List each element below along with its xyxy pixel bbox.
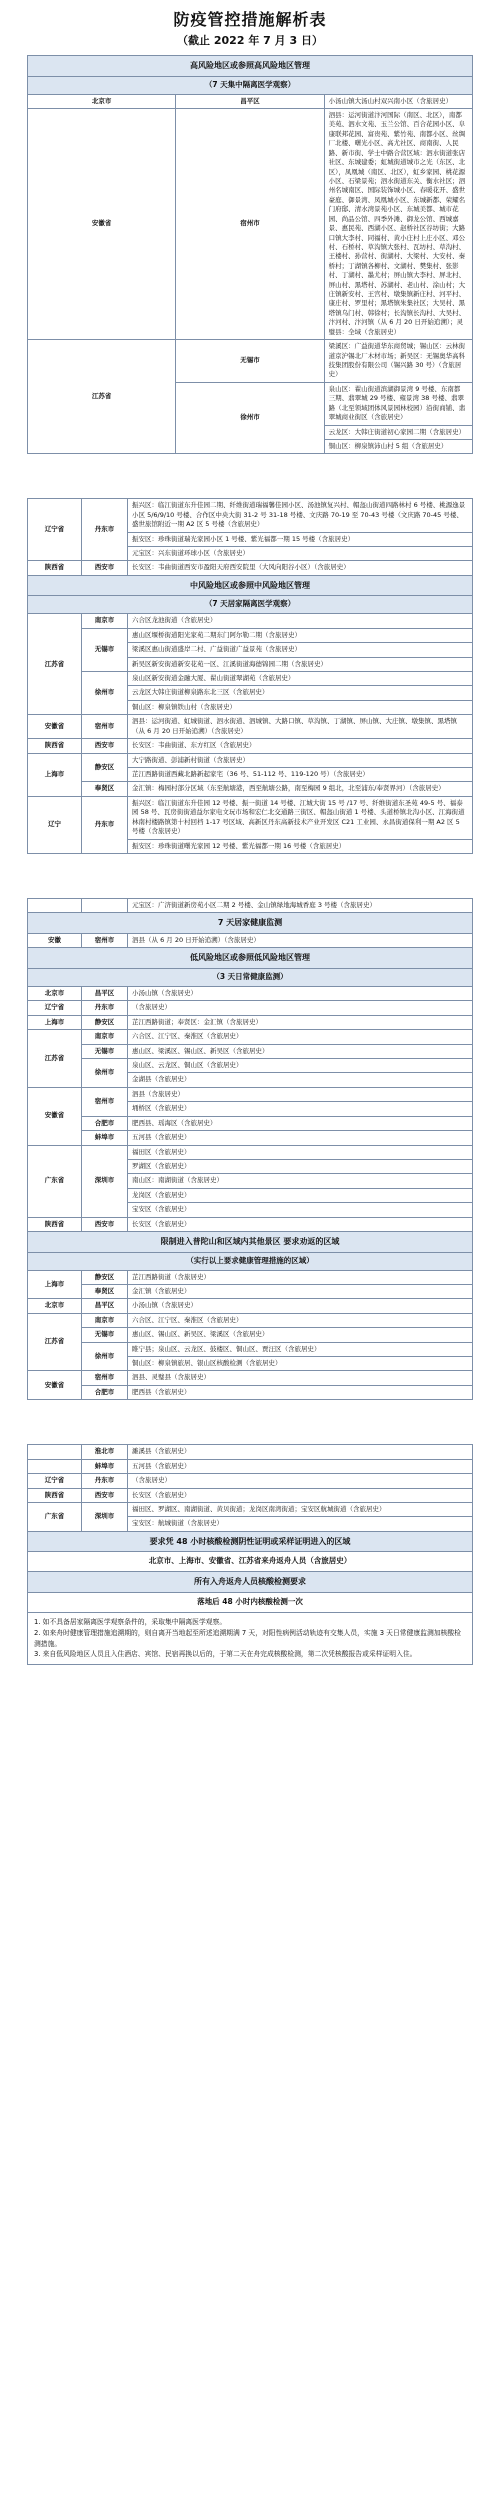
province-cell: 陕西省 xyxy=(28,739,82,753)
doc-title: 防疫管控措施解析表 xyxy=(173,10,327,29)
area-cell: 肥西县（含旅居史） xyxy=(128,1385,473,1399)
area-cell: 埇桥区（含旅居史） xyxy=(128,1102,473,1116)
area-cell: 福田区（含旅居史） xyxy=(128,1145,473,1159)
area-cell: 肥西县、瑶海区（含旅居史） xyxy=(128,1116,473,1130)
province-cell: 辽宁省 xyxy=(28,1001,82,1015)
area-cell: 宝安区（含旅居史） xyxy=(128,1203,473,1217)
area-cell: 睢宁县；泉山区、云龙区、鼓楼区、铜山区、贾汪区（含旅居史） xyxy=(128,1342,473,1356)
area-cell: 泗县：运河街道、虹城街道、泗水街道、泗城镇、大路口镇、草沟镇、丁湖镇、屏山镇、大庄镇、墩集镇、黑塔镇（从 6 月 20 日开始追溯）（含旅居史） xyxy=(128,715,473,739)
area-cell: 福田区、罗湖区、南湖街道、黄贝街道；龙岗区南湾街道；宝安区航城街道（含旅居史） xyxy=(128,1502,473,1516)
section-header: 所有入舟返舟人员核酸检测要求 xyxy=(28,1572,473,1593)
page-gap xyxy=(0,454,500,498)
city-cell: 深圳市 xyxy=(82,1502,128,1531)
page-gap xyxy=(0,854,500,898)
city-cell: 奉贤区 xyxy=(82,1284,128,1298)
city-cell: 南京市 xyxy=(82,1030,128,1044)
province-cell: 江苏省 xyxy=(28,340,176,454)
area-cell: 新吴区新安街道新安花苑一区、江溪街道海德锦园二期（含旅居史） xyxy=(128,657,473,671)
city-cell: 深圳市 xyxy=(82,1145,128,1217)
area-cell: 振安区：珍珠街道曙光家园 12 号楼、紫光福都一期 16 号楼（含旅居史） xyxy=(128,839,473,853)
area-cell: 云龙区：大韩庄街道初心家园二期（含旅居史） xyxy=(324,425,472,439)
sheet-2 xyxy=(0,498,500,854)
city-cell: 宿州市 xyxy=(82,1371,128,1385)
area-cell: （含旅居史） xyxy=(128,1001,473,1015)
city-cell: 宿州市 xyxy=(82,715,128,739)
area-cell: 六合区、江宁区、秦淮区（含旅居史） xyxy=(128,1030,473,1044)
area-cell: 惠山区、锡山区、新吴区、梁溪区（含旅居史） xyxy=(128,1328,473,1342)
province-cell: 上海市 xyxy=(28,1270,82,1299)
area-cell: 振安区：珍珠街道瑞光家园小区 1 号楼、紫光福都一期 15 号楼（含旅居史） xyxy=(128,532,473,546)
table-row xyxy=(28,1087,473,1101)
city-cell: 丹东市 xyxy=(82,796,128,853)
city-cell: 静安区 xyxy=(82,1015,128,1029)
doc-subtitle: （截止 2022 年 7 月 3 日） xyxy=(177,34,323,48)
province-cell: 辽宁 xyxy=(28,796,82,853)
province-cell: 广东省 xyxy=(28,1145,82,1217)
area-cell: 梁溪区：广益街道华东商贸城；锡山区：云林街道京沪锡北厂木材市场；新吴区：无锡奥华高科技集团股份有限公司（锡兴路 30 号）（含旅居史） xyxy=(324,340,472,383)
table-row xyxy=(28,796,473,839)
section-header: 要求凭 48 小时核酸检测阴性证明或采样证明进入的区域 xyxy=(28,1531,473,1552)
area-cell: 宝安区：航城街道（含旅居史） xyxy=(128,1517,473,1531)
monitoring-table xyxy=(27,898,473,1400)
table-row xyxy=(28,1385,473,1399)
area-cell: 小汤山镇（含旅居史） xyxy=(128,986,473,1000)
table-row xyxy=(28,1145,473,1159)
section-header: 7 天居家健康监测 xyxy=(28,913,473,934)
area-cell: 泗县：运河街道汴河国际（南区、北区），南都美苑、泗水文苑、玉兰公馆、百合花园小区、阜康联邦花园、富贵苑、紫竹苑、南都小区、丝绸厂北楼、曙光小区、高尤社区、商南街、人民路、新市街、学士中路合营区域：泗水街道张店社区、东城建委；虹城街道城市之光（东区、北区），凤凰城（南区、北区），虹乡家园、桃花源小区、石梁景苑；泗水街道东关、衡水社区；泗州名城南区、国际装饰城小区、春暖花开、盛世豪庭、御景湾、凤凰城小区、东城新都、荣耀名门府邸、清水湾景苑小区、东城美都、城市花园、尚品公馆、四季外滩、御龙公馆、西城嘉景、惠民苑、西湖小区、赵桥社区谷坊街；大路口镇大李村、同福村、黄小庄村上庄小区、邓公村、石桥村、草沟镇大张村、瓦坊村、草沟村、王楼村、孙营村、街湖村、大梁村、大安村、秦桥村；丁湖镇各柳村、文湖村、樊集村、张影村、丁湖村、墨尤村；屏山镇大李村、屏北村、屏山村、黑塔村、苏湖村、老山村、涂山村；大庄镇新安村、王宫村、墩集镇新庄村、河平村、康庄村、罗里村；黑塔镇朱集社区；大吴村、黑塔镇乌门村、韩徐村；长沟镇长沟村、大吴村、汴河村、汴河镇（从 6 月 20 日开始追溯）；灵璧县：全域（含旅居史） xyxy=(324,109,472,340)
province-cell xyxy=(28,1459,82,1473)
area-cell: 南山区：南湖街道（含旅居史） xyxy=(128,1174,473,1188)
table-row xyxy=(28,1001,473,1015)
city-cell: 丹东市 xyxy=(82,1001,128,1015)
city-cell: 昌平区 xyxy=(176,94,324,108)
city-cell: 宿州市 xyxy=(176,109,324,340)
city-cell: 宿州市 xyxy=(82,1087,128,1116)
city-cell: 蚌埠市 xyxy=(82,1131,128,1145)
note-item: 2. 如来舟时健康管理措施追溯期的，则自离开当地起至所述追溯期满 7 天，对阳性病例活动轨迹有交集人员，实施 3 天日常健康监测加核酸检测措施。 xyxy=(34,1628,461,1648)
note-item: 3. 来自低风险地区人员且入住酒店、宾馆、民宿再换以后的，于第二天在舟完成核酸检测，第二次凭核酸报告或采样证明入住。 xyxy=(34,1650,417,1659)
city-cell: 合肥市 xyxy=(82,1385,128,1399)
table-row xyxy=(28,1474,473,1488)
city-cell: 奉贤区 xyxy=(82,782,128,796)
province-cell: 上海市 xyxy=(28,753,82,796)
table-row xyxy=(28,753,473,767)
table-row xyxy=(28,1116,473,1130)
notes-cell xyxy=(28,1612,473,1665)
city-cell: 蚌埠市 xyxy=(82,1459,128,1473)
table-row xyxy=(28,933,473,947)
city-cell: 南京市 xyxy=(82,614,128,628)
table-row xyxy=(28,1488,473,1502)
city-cell: 合肥市 xyxy=(82,1116,128,1130)
table-row xyxy=(28,614,473,628)
province-cell: 辽宁省 xyxy=(28,499,82,561)
city-cell: 徐州市 xyxy=(176,382,324,454)
area-cell: 云龙区大韩庄街道柳泉路东北三区（含旅居史） xyxy=(128,686,473,700)
city-cell: 无锡市 xyxy=(82,1044,128,1058)
city-cell: 丹东市 xyxy=(82,1474,128,1488)
city-cell: 静安区 xyxy=(82,1270,128,1284)
liaoning-shaanxi-table xyxy=(27,498,473,854)
area-cell: 振兴区：临江街道东升佳园二期、纤维街道瑞福馨佳园小区、汤池镇复兴村、帽盔山街道四路林村 6 号楼、桃源逸景小区 5/6/9/10 号楼、合作区中央大街 31-2 号 31-18 号楼、文庆路 70-19 至 70-43 号楼（文庆路 70-45 号楼、盛世旅馆附近一期 A2 区 5 号楼（含旅居史） xyxy=(128,499,473,532)
table-row xyxy=(28,1131,473,1145)
table-row xyxy=(28,109,473,340)
province-cell: 安徽省 xyxy=(28,715,82,739)
table-row xyxy=(28,782,473,796)
area-cell: 泉山区新安街道金融大厦、翟山街道翠湖苑（含旅居史） xyxy=(128,672,473,686)
area-cell: 六合区龙池街道（含旅居史） xyxy=(128,614,473,628)
area-cell: 泉山区：翟山街道滨湖御景湾 9 号楼、东南都 三期、翡翠城 29 号楼、雍景湾 38 号楼、翡翠路（北至领域团体风景园林校园）沿街商铺、翡翠城商业街区（含旅居史） xyxy=(324,382,472,425)
section-subheader: （7 天集中隔离医学观察） xyxy=(28,76,473,94)
table-row xyxy=(28,672,473,686)
area-cell: 铜山区：柳泉镇旅居、银山区核酸检测（含旅居史） xyxy=(128,1357,473,1371)
arrival-test-line: 落地后 48 小时内核酸检测一次 xyxy=(28,1592,473,1612)
table-row xyxy=(28,1270,473,1284)
table-row xyxy=(28,1058,473,1072)
area-cell: 铜山区：柳泉镇沛山村 5 组（含旅居史） xyxy=(324,439,472,453)
table-row xyxy=(28,94,473,108)
area-cell: 五河县（含旅居史） xyxy=(128,1131,473,1145)
city-cell: 西安市 xyxy=(82,561,128,575)
province-cell: 上海市 xyxy=(28,1015,82,1029)
area-cell: 金湖县（含旅居史） xyxy=(128,1073,473,1087)
area-cell: 元宝区：兴东街道环球小区（含旅居史） xyxy=(128,547,473,561)
table-row xyxy=(28,1459,473,1473)
high-risk-table xyxy=(27,55,473,454)
table-row xyxy=(28,628,473,642)
city-cell: 丹东市 xyxy=(82,499,128,561)
section-header: 限制进入普陀山和区域内其他景区 要求劝返的区域 xyxy=(28,1232,473,1253)
city-cell: 宿州市 xyxy=(82,933,128,947)
city-cell: 南京市 xyxy=(82,1313,128,1327)
province-cell: 安徽省 xyxy=(28,1087,82,1145)
section-subheader: （3 天日常健康监测） xyxy=(28,968,473,986)
city-cell: 西安市 xyxy=(82,1217,128,1231)
area-cell: 罗湖区（含旅居史） xyxy=(128,1159,473,1173)
section-subheader: （实行以上要求健康管理措施的区域） xyxy=(28,1252,473,1270)
table-row xyxy=(28,1015,473,1029)
section-header: 低风险地区或参照低风险地区管理 xyxy=(28,948,473,969)
area-cell: 惠山区堰桥街道阳光家苑二期东门阿尔勒二期（含旅居史） xyxy=(128,628,473,642)
area-cell: 铜山区：柳泉镇铁山村（含旅居史） xyxy=(128,700,473,714)
province-cell: 陕西省 xyxy=(28,1488,82,1502)
area-cell: 振兴区：临江街道东升佳园 12 号楼、振一街道 14 号楼、江城大街 15 号 /17 号、纤维街道东圣苑 49-5 号、福泰园 58 号、瓦房街街道益尔家电文玩市场和宏仁北交通路三街区、帽盔山街道 1 号楼、头道桥镇北沟小区、江海街道林南村楼路镇第十村回档 1-17 号区域、高新区丹东高新技术产业开发区 C21 工业园、永昌街道保利一期 A2 区 5 号楼（含旅居史） xyxy=(128,796,473,839)
province-cell: 辽宁省 xyxy=(28,1474,82,1488)
table-row xyxy=(28,1445,473,1459)
table-row xyxy=(28,739,473,753)
city-cell: 无锡市 xyxy=(82,628,128,671)
area-cell: 小汤山镇（含旅居史） xyxy=(128,1299,473,1313)
province-cell: 北京市 xyxy=(28,1299,82,1313)
table-row xyxy=(28,1030,473,1044)
area-cell: 濉溪县（含旅居史） xyxy=(128,1445,473,1459)
province-cell: 陕西省 xyxy=(28,1217,82,1231)
table-row xyxy=(28,1328,473,1342)
table-row xyxy=(28,499,473,532)
table-row xyxy=(28,898,473,912)
city-cell: 徐州市 xyxy=(82,1058,128,1087)
table-row xyxy=(28,986,473,1000)
table-row xyxy=(28,1284,473,1298)
area-cell: 芷江西路街道（含旅居史） xyxy=(128,1270,473,1284)
province-cell: 广东省 xyxy=(28,1502,82,1531)
page-gap xyxy=(0,1400,500,1444)
table-row xyxy=(28,340,473,383)
area-cell: 六合区、江宁区、秦淮区（含旅居史） xyxy=(128,1313,473,1327)
sheet-3 xyxy=(0,898,500,1400)
table-row xyxy=(28,1342,473,1356)
table-row xyxy=(28,1044,473,1058)
area-cell: 小汤山镇大汤山村双兴南小区（含旅居史） xyxy=(324,94,472,108)
province-cell: 安徽 xyxy=(28,933,82,947)
section-header: 高风险地区或参照高风险地区管理 xyxy=(28,56,473,77)
area-cell: 梁溪区惠山街道盛岸二村、广益街道广益景苑（含旅居史） xyxy=(128,643,473,657)
table-row xyxy=(28,715,473,739)
area-cell: 五河县（含旅居史） xyxy=(128,1459,473,1473)
province-cell: 江苏省 xyxy=(28,614,82,715)
province-cell: 陕西省 xyxy=(28,561,82,575)
province-cell xyxy=(28,1445,82,1459)
area-cell: 长安区（含旅居史） xyxy=(128,1488,473,1502)
area-cell: 泗县（含旅居史） xyxy=(128,1087,473,1101)
city-cell: 西安市 xyxy=(82,1488,128,1502)
section-subheader: （7 天居家隔离医学观察） xyxy=(28,596,473,614)
province-cell xyxy=(28,898,82,912)
city-cell: 徐州市 xyxy=(82,1342,128,1371)
province-cell: 江苏省 xyxy=(28,1313,82,1371)
area-cell: 泗县、灵璧县（含旅居史） xyxy=(128,1371,473,1385)
province-cell: 北京市 xyxy=(28,94,176,108)
note-item: 1. 如不具备居家隔离医学观察条件的，采取集中隔离医学观察。 xyxy=(34,1617,227,1626)
area-cell: 金汇镇：梅园村部分区域（东至航塘港，西至航塘公路，南至梅园 9 组北，北至浦东/奉贤界河）（含旅居史） xyxy=(128,782,473,796)
sheet-1 xyxy=(0,0,500,454)
table-row xyxy=(28,1217,473,1231)
requirement-line: 北京市、上海市、安徽省、江苏省来舟返舟人员（含旅居史） xyxy=(28,1552,473,1572)
province-cell: 北京市 xyxy=(28,986,82,1000)
province-cell: 安徽省 xyxy=(28,109,176,340)
requirements-table xyxy=(27,1444,473,1665)
city-cell: 西安市 xyxy=(82,739,128,753)
area-cell: 长安区：韦曲街道、东方红区（含旅居史） xyxy=(128,739,473,753)
city-cell: 无锡市 xyxy=(82,1328,128,1342)
area-cell: 龙岗区（含旅居史） xyxy=(128,1188,473,1202)
city-cell: 徐州市 xyxy=(82,672,128,715)
area-cell: （含旅居史） xyxy=(128,1474,473,1488)
area-cell: 长安区（含旅居史） xyxy=(128,1217,473,1231)
area-cell: 金汇镇（含旅居史） xyxy=(128,1284,473,1298)
city-cell: 无锡市 xyxy=(176,340,324,383)
province-cell: 江苏省 xyxy=(28,1030,82,1088)
table-row xyxy=(28,1313,473,1327)
area-cell: 芷江西路街道西藏北路新起家宅（36 号、51-112 号、119-120 号）（含旅居史） xyxy=(128,768,473,782)
table-row xyxy=(28,561,473,575)
table-row xyxy=(28,1371,473,1385)
city-cell: 静安区 xyxy=(82,753,128,782)
city-cell xyxy=(82,898,128,912)
city-cell: 昌平区 xyxy=(82,986,128,1000)
area-cell: 元宝区：广济街道新房苑小区二期 2 号楼、金山镇绿地海城香庭 3 号楼（含旅居史） xyxy=(128,898,473,912)
area-cell: 惠山区、梁溪区、锡山区、新吴区（含旅居史） xyxy=(128,1044,473,1058)
area-cell: 泗县（从 6 月 20 日开始追溯）（含旅居史） xyxy=(128,933,473,947)
table-row xyxy=(28,1299,473,1313)
area-cell: 芷江西路街道；奉贤区：金汇镇（含旅居史） xyxy=(128,1015,473,1029)
sheet-4 xyxy=(0,1444,500,1665)
city-cell: 昌平区 xyxy=(82,1299,128,1313)
section-header: 中风险地区或参照中风险地区管理 xyxy=(28,575,473,596)
area-cell: 大宁路街道、彭浦新村街道（含旅居史） xyxy=(128,753,473,767)
city-cell: 淮北市 xyxy=(82,1445,128,1459)
table-row xyxy=(28,1502,473,1516)
area-cell: 泉山区、云龙区、铜山区（含旅居史） xyxy=(128,1058,473,1072)
province-cell: 安徽省 xyxy=(28,1371,82,1400)
area-cell: 长安区：韦曲街道西安市盈阳天府西安院里（大风向阳谷小区）（含旅居史） xyxy=(128,561,473,575)
